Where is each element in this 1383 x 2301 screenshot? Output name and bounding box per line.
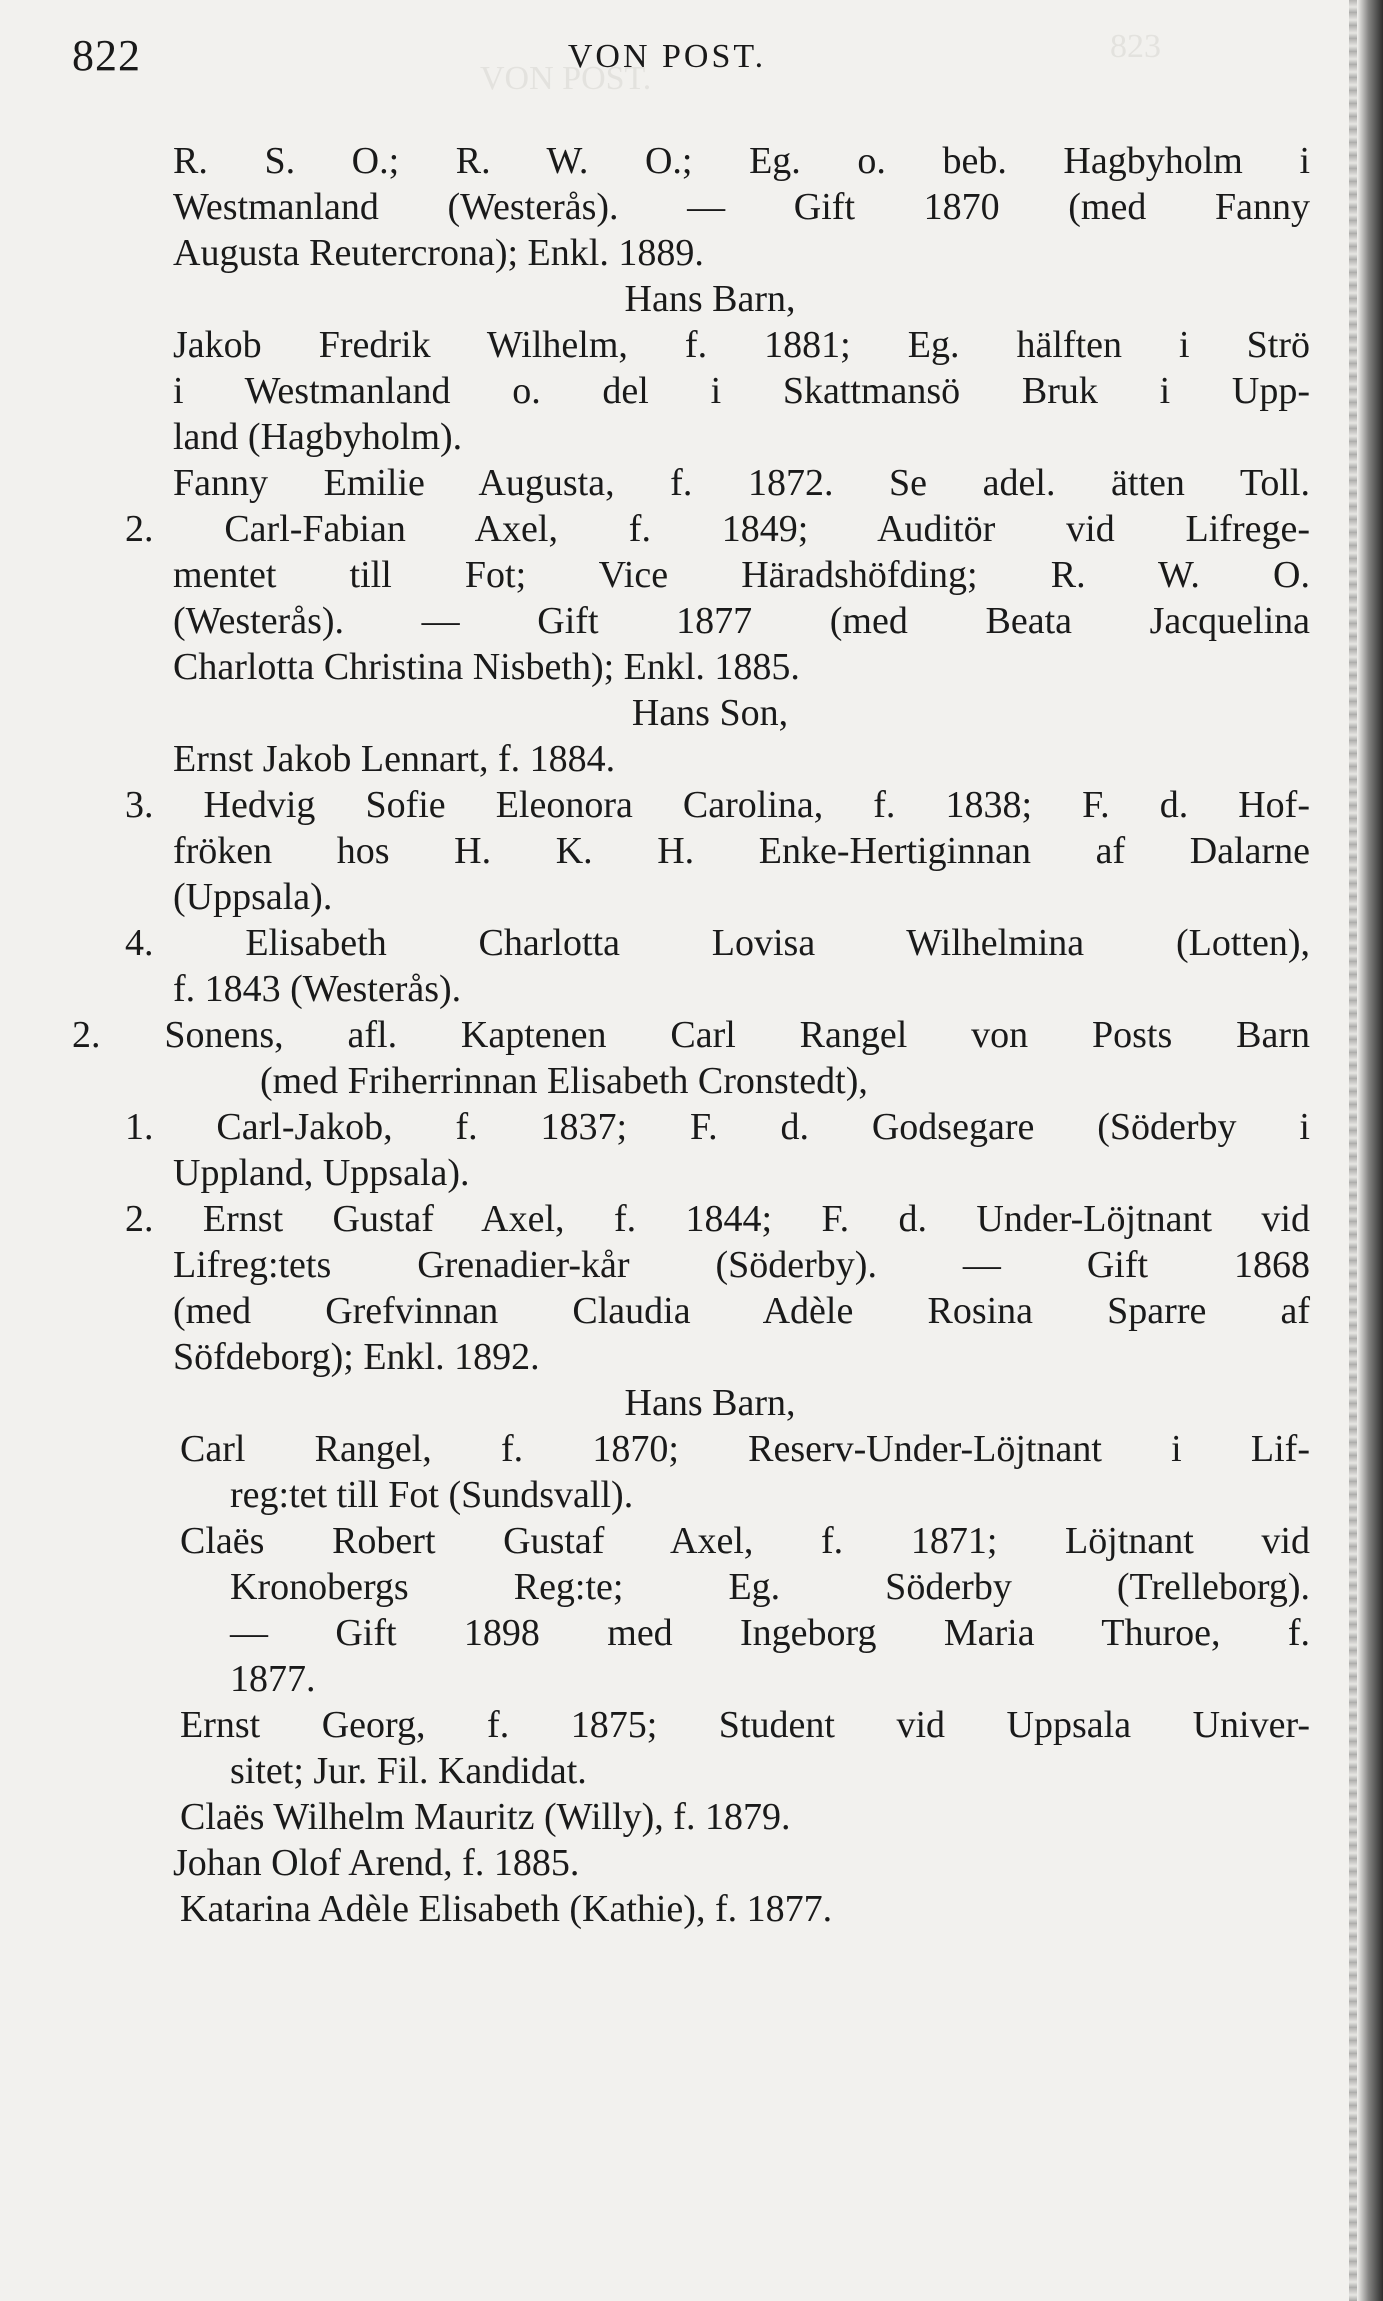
text-line: reg:tet till Fot (Sundsvall). (230, 1474, 634, 1516)
text-line: (Uppsala). (173, 876, 333, 918)
text-line: Kronobergs Reg:te; Eg. Söderby (Trelleborg). (230, 1566, 1310, 1608)
text-line: Fanny Emilie Augusta, f. 1872. Se adel. ätten Toll. (173, 462, 1310, 504)
text-line: 4. Elisabeth Charlotta Lovisa Wilhelmina (Lotten), (125, 922, 1310, 964)
text-line: land (Hagbyholm). (173, 416, 463, 458)
text-line: 1877. (230, 1658, 316, 1700)
text-line: Johan Olof Arend, f. 1885. (173, 1842, 580, 1884)
text-line: — Gift 1898 med Ingeborg Maria Thuroe, f. (230, 1612, 1310, 1654)
text-line: i Westmanland o. del i Skattmansö Bruk i Upp- (173, 370, 1310, 412)
text-line: 2. Carl-Fabian Axel, f. 1849; Auditör vid Lifrege- (125, 508, 1310, 550)
text-line: Jakob Fredrik Wilhelm, f. 1881; Eg. hälften i Strö (173, 324, 1310, 366)
text-line: Katarina Adèle Elisabeth (Kathie), f. 1877. (180, 1888, 833, 1930)
text-line: Hans Barn, (624, 1382, 796, 1424)
text-line: 2. Sonens, afl. Kaptenen Carl Rangel von Posts Barn (72, 1014, 1310, 1056)
text-line: Uppland, Uppsala). (173, 1152, 470, 1194)
text-line: Westmanland (Westerås). — Gift 1870 (med Fanny (173, 186, 1310, 228)
binding-edge-texture (1349, 0, 1357, 2301)
text-line: fröken hos H. K. H. Enke-Hertiginnan af Dalarne (173, 830, 1310, 872)
text-line: Hans Barn, (624, 278, 796, 320)
text-line: Carl Rangel, f. 1870; Reserv-Under-Löjtnant i Lif- (180, 1428, 1310, 1470)
page-header (72, 30, 1262, 90)
text-line: Hans Son, (631, 692, 789, 734)
text-line: (med Grefvinnan Claudia Adèle Rosina Sparre af (173, 1290, 1310, 1332)
text-line: Charlotta Christina Nisbeth); Enkl. 1885. (173, 646, 800, 688)
text-line: mentet till Fot; Vice Häradshöfding; R. W. O. (173, 554, 1310, 596)
text-line: (Westerås). — Gift 1877 (med Beata Jacquelina (173, 600, 1310, 642)
show-through-head: VON POST. (480, 60, 652, 97)
page-body (72, 138, 1310, 1932)
text-line: Söfdeborg); Enkl. 1892. (173, 1336, 540, 1378)
text-line: Augusta Reutercrona); Enkl. 1889. (173, 232, 704, 274)
text-line: f. 1843 (Westerås). (173, 968, 462, 1010)
text-line: 2. Ernst Gustaf Axel, f. 1844; F. d. Under-Löjtnant vid (125, 1198, 1310, 1240)
text-line: Lifreg:tets Grenadier-kår (Söderby). — Gift 1868 (173, 1244, 1310, 1286)
running-head: VON POST. (567, 38, 767, 75)
text-line: (med Friherrinnan Elisabeth Cronstedt), (260, 1060, 868, 1102)
text-line: Ernst Georg, f. 1875; Student vid Uppsala Univer- (180, 1704, 1310, 1746)
text-line: sitet; Jur. Fil. Kandidat. (230, 1750, 587, 1792)
binding-edge (1357, 0, 1383, 2301)
text-line: 3. Hedvig Sofie Eleonora Carolina, f. 1838; F. d. Hof- (125, 784, 1310, 826)
text-line: 1. Carl-Jakob, f. 1837; F. d. Godsegare (Söderby i (125, 1106, 1310, 1148)
text-line: Claës Wilhelm Mauritz (Willy), f. 1879. (180, 1796, 791, 1838)
text-line: Claës Robert Gustaf Axel, f. 1871; Löjtnant vid (180, 1520, 1310, 1562)
text-line: R. S. O.; R. W. O.; Eg. o. beb. Hagbyholm i (173, 140, 1310, 182)
show-through-page-number: 823 (1110, 28, 1161, 65)
page-number: 822 (72, 31, 141, 80)
text-line: Ernst Jakob Lennart, f. 1884. (173, 738, 616, 780)
